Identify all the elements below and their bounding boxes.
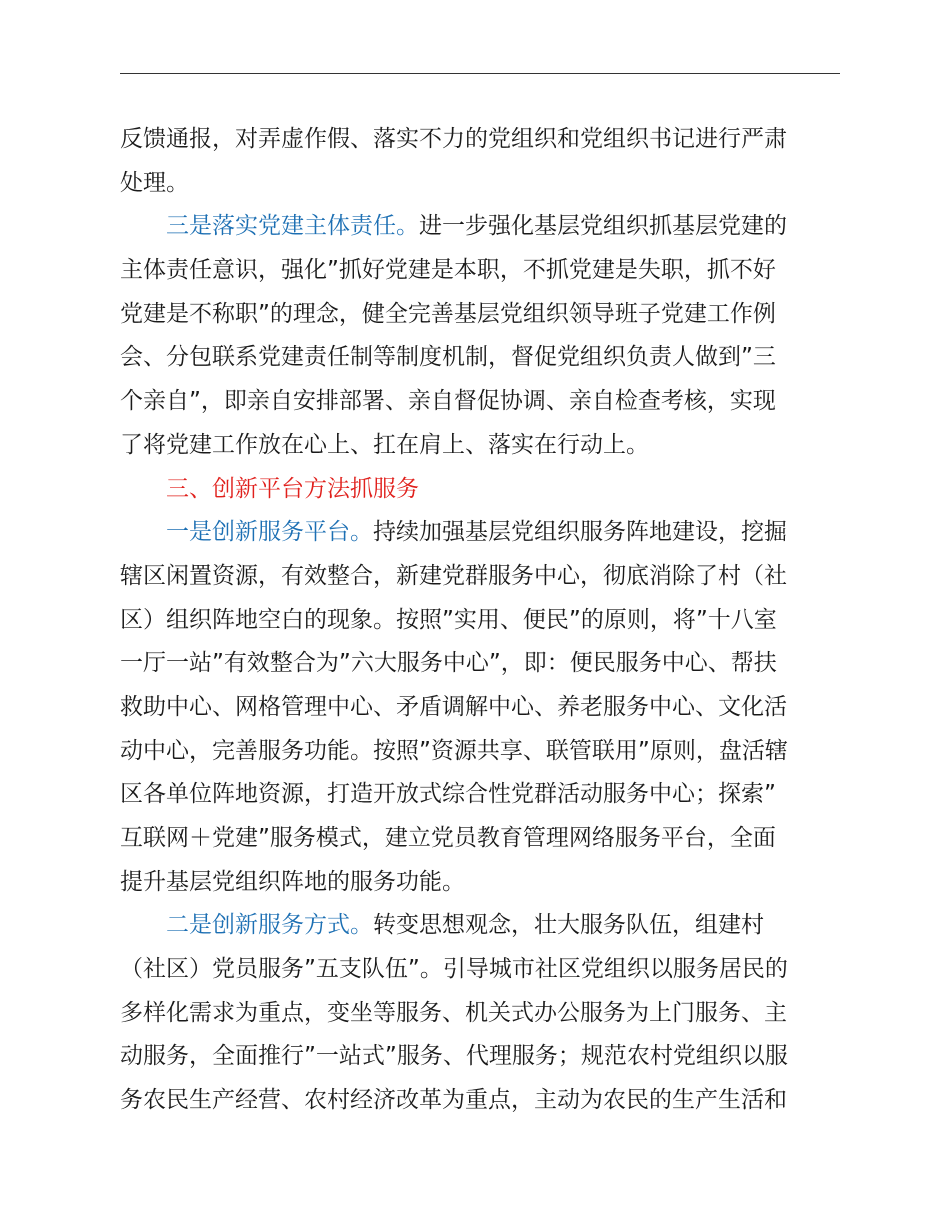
text-line: 一厅一站”有效整合为”六大服务中心”，即：便民服务中心、帮扶 bbox=[120, 650, 777, 677]
text-line: 区）组织阵地空白的现象。按照”实用、便民”的原则，将”十八室 bbox=[120, 606, 777, 633]
text-line: 区各单位阵地资源，打造开放式综合性党群活动服务中心；探索” bbox=[120, 781, 776, 808]
text-line: 动服务，全面推行”一站式”服务、代理服务；规范农村党组织以服 bbox=[120, 1043, 788, 1070]
text-line: （社区）党员服务”五支队伍”。引导城市社区党组织以服务居民的 bbox=[120, 956, 788, 983]
text-line: 提升基层党组织阵地的服务功能。 bbox=[120, 868, 465, 895]
text-line: 互联网＋党建”服务模式，建立党员教育管理网络服务平台，全面 bbox=[120, 825, 776, 851]
paragraph-start: 二是创新服务方式。转变思想观念，壮大服务队伍，组建村 bbox=[166, 912, 764, 939]
section-heading: 三、创新平台方法抓服务 bbox=[166, 475, 419, 502]
text-line: 了将党建工作放在心上、扛在肩上、落实在行动上。 bbox=[120, 431, 649, 458]
text-line: 务农民生产经营、农村经济改革为重点，主动为农民的生产生活和 bbox=[120, 1087, 787, 1114]
text-line: 党建是不称职”的理念，健全完善基层党组织领导班子党建工作例 bbox=[120, 300, 776, 327]
text-line: 辖区闲置资源，有效整合，新建党群服务中心，彻底消除了村（社 bbox=[120, 562, 787, 589]
paragraph-lead: 三是落实党建主体责任。 bbox=[166, 213, 419, 240]
text-line: 个亲自”，即亲自安排部署、亲自督促协调、亲自检查考核，实现 bbox=[120, 388, 776, 415]
paragraph-start: 一是创新服务平台。持续加强基层党组织服务阵地建设，挖掘 bbox=[166, 519, 787, 546]
paragraph-lead: 二是创新服务方式。 bbox=[166, 912, 373, 939]
text-line: 会、分包联系党建责任制等制度机制，督促党组织负责人做到”三 bbox=[120, 344, 776, 371]
paragraph-lead: 一是创新服务平台。 bbox=[166, 519, 373, 546]
paragraph-start: 三是落实党建主体责任。进一步强化基层党组织抓基层党建的 bbox=[166, 213, 787, 240]
document-body bbox=[120, 118, 840, 1123]
text-line: 主体责任意识，强化”抓好党建是本职，不抓党建是失职，抓不好 bbox=[120, 257, 776, 284]
text-line: 处理。 bbox=[120, 169, 189, 196]
text-line: 救助中心、网格管理中心、矛盾调解中心、养老服务中心、文化活 bbox=[120, 693, 787, 720]
header-rule bbox=[120, 73, 840, 74]
text-line: 动中心，完善服务功能。按照”资源共享、联管联用”原则，盘活辖 bbox=[120, 737, 788, 764]
text-line: 反馈通报，对弄虚作假、落实不力的党组织和党组织书记进行严肃 bbox=[120, 126, 787, 152]
text-line: 多样化需求为重点，变坐等服务、机关式办公服务为上门服务、主 bbox=[120, 999, 787, 1026]
